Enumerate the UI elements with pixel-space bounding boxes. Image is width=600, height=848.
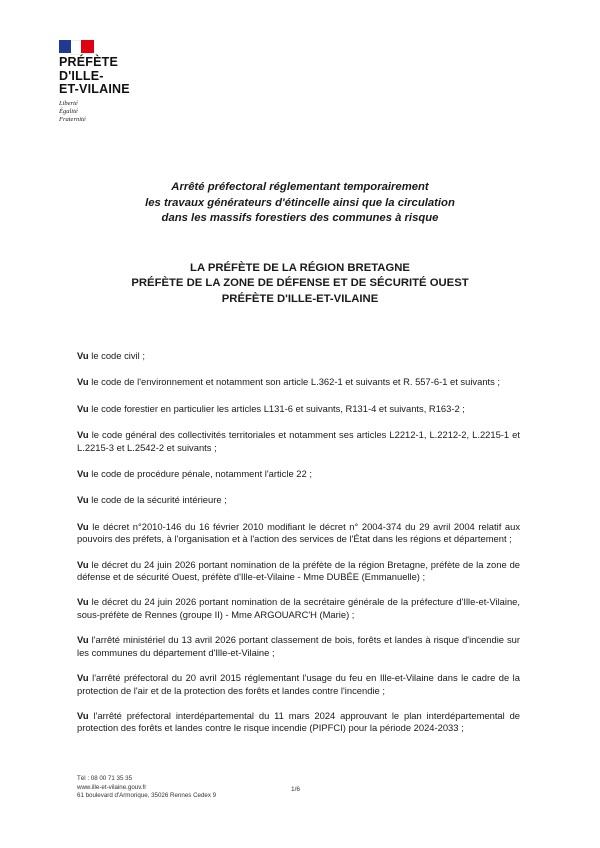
visa-text: le décret n°2010-146 du 16 février 2010 modifiant le décret n° 2004-374 du 29 avril 2004 relatif aux pouvoirs des préfets, à l'organisation et à l'action des services de l'État dans les régions et département ; <box>77 520 521 545</box>
visa-text: le code général des collectivités territoriales et notamment ses articles L2212-1, L.2212-2, L.2215-1 et L.2215-3 et L.2542-2 et suivants ; <box>77 429 520 453</box>
visa-text: le décret du 24 juin 2026 portant nomination de la préfète de la région Bretagne, préfète de la zone de défense et de sécurité Ouest, préfète d'Ille-et-Vilaine - Mme DUBÉE (Emmanuelle) ; <box>77 558 521 583</box>
visa-lead: Vu <box>77 558 89 570</box>
visa-lead: Vu <box>77 494 89 506</box>
visa-paragraph <box>77 521 520 546</box>
visa-paragraph <box>77 429 520 454</box>
logo-line: D'ILLE- <box>59 68 104 83</box>
visa-lead: Vu <box>77 376 89 388</box>
visas-list <box>77 350 520 735</box>
visa-paragraph <box>77 403 520 415</box>
prefecture-logo <box>59 40 169 124</box>
visa-text: l'arrêté préfectoral du 20 avril 2015 réglementant l'usage du feu en Ille-et-Vilaine dans le cadre de la protection de l'air et de la protection des forêts et landes contre l'incendie ; <box>77 672 520 696</box>
prefect-title <box>0 261 600 307</box>
arrete-title-line: les travaux générateurs d'étincelle ainsi que la circulation <box>145 196 455 209</box>
visa-paragraph <box>77 494 520 506</box>
footer-address: 61 boulevard d'Armorique, 35026 Rennes Cedex 9 <box>77 792 217 800</box>
motto-line: Égalité <box>59 107 78 115</box>
visa-text: l'arrêté préfectoral interdépartemental du 11 mars 2024 approuvant le plan interdépartemental de protection des forêts et landes contre le risque incendie (PIPFCI) pour la période 2024-2033 ; <box>77 709 520 734</box>
logo-line: PRÉFÈTE <box>59 55 119 69</box>
visa-paragraph <box>77 596 520 621</box>
motto-line: Fraternité <box>59 115 86 123</box>
visa-text: le code de l'environnement et notamment son article L.362-1 et suivants et R. 557-6-1 et suivants ; <box>91 376 501 388</box>
visa-lead: Vu <box>77 520 89 532</box>
arrete-title <box>0 180 600 227</box>
visa-paragraph <box>77 634 520 659</box>
prefect-title-line: LA PRÉFÈTE DE LA RÉGION BRETAGNE <box>190 262 410 274</box>
visa-text: le code de la sécurité intérieure ; <box>91 494 227 506</box>
visa-paragraph <box>77 559 520 584</box>
visa-paragraph <box>77 350 520 362</box>
visa-lead: Vu <box>77 596 89 608</box>
visa-lead: Vu <box>77 672 89 684</box>
visa-lead: Vu <box>77 468 89 480</box>
page-number: 1/6 <box>291 786 301 793</box>
republic-motto <box>59 100 169 124</box>
visa-paragraph <box>77 376 520 388</box>
logo-line: ET-VILAINE <box>59 82 130 96</box>
visa-paragraph <box>77 468 520 480</box>
prefect-title-line: PRÉFÈTE DE LA ZONE DE DÉFENSE ET DE SÉCURITÉ OUEST <box>131 277 469 290</box>
visa-text: le code de procédure pénale, notamment l'article 22 ; <box>91 468 312 480</box>
visa-lead: Vu <box>77 709 89 721</box>
motto-line: Liberté <box>59 99 78 107</box>
footer-website-link[interactable]: www.ille-et-vilaine.gouv.fr <box>77 783 147 791</box>
visa-paragraph <box>77 710 520 735</box>
footer-contact <box>77 775 216 801</box>
arrete-title-line: dans les massifs forestiers des communes à risque <box>161 212 439 224</box>
visa-lead: Vu <box>77 350 89 361</box>
visa-lead: Vu <box>77 402 89 414</box>
visa-lead: Vu <box>77 429 89 441</box>
visa-text: le code forestier en particulier les articles L131-6 et suivants, R131-4 et suivants, R163-2 ; <box>91 402 465 414</box>
visa-text: le code civil ; <box>91 350 145 361</box>
visa-lead: Vu <box>77 634 89 646</box>
visa-paragraph <box>77 672 520 697</box>
visa-text: le décret du 24 juin 2026 portant nomination de la secrétaire générale de la préfecture d'Ille-et-Vilaine, sous-préfète de Rennes (groupe II) - Mme ARGOUARC'H (Marie) ; <box>77 596 520 620</box>
visa-text: l'arrêté ministériel du 13 avril 2026 portant classement de bois, forêts et landes à risque d'incendie sur les communes du département d'Ille-et-Vilaine ; <box>77 634 520 658</box>
prefect-title-line: PRÉFÈTE D'ILLE-ET-VILAINE <box>221 292 379 305</box>
footer-phone: Tél : 08 00 71 35 35 <box>77 775 133 782</box>
arrete-title-line: Arrêté préfectoral réglementant temporairement <box>171 181 429 193</box>
french-flag-icon <box>59 40 94 53</box>
